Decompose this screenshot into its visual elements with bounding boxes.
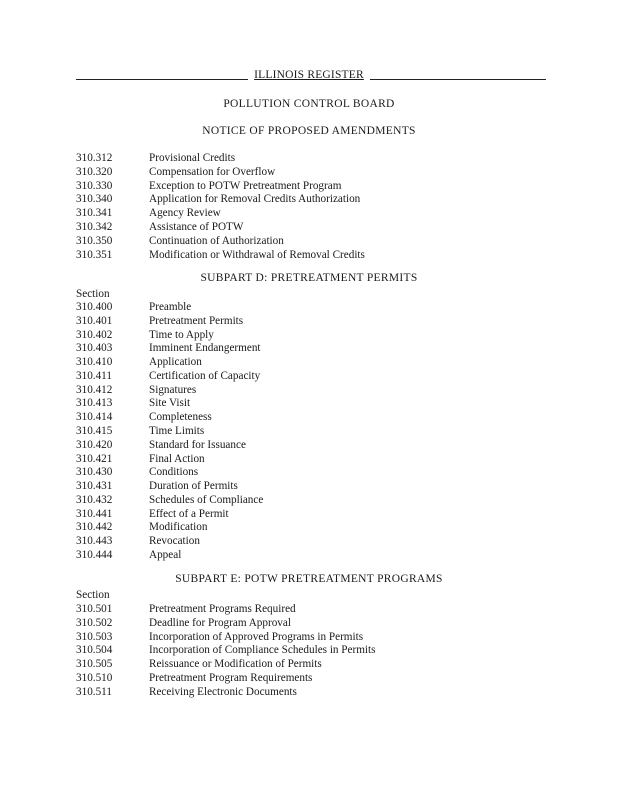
- section-title: Incorporation of Compliance Schedules in Permits: [149, 644, 376, 657]
- section-number: 310.444: [76, 549, 113, 562]
- section-number: 310.413: [76, 397, 113, 410]
- section-number: 310.351: [76, 248, 113, 261]
- section-title: Schedules of Compliance: [149, 493, 264, 506]
- section-title: Deadline for Program Approval: [149, 616, 291, 629]
- section-number: 310.501: [76, 603, 113, 615]
- section-title: Reissuance or Modification of Permits: [149, 658, 322, 671]
- subpart-d-heading: SUBPART D: PRETREATMENT PERMITS: [200, 272, 418, 284]
- section-number: 310.505: [76, 658, 113, 671]
- section-number: 310.430: [76, 466, 113, 479]
- section-title: Effect of a Permit: [149, 507, 229, 520]
- section-title: Conditions: [149, 466, 199, 479]
- section-title: Provisional Credits: [149, 152, 236, 164]
- section-title: Incorporation of Approved Programs in Permits: [149, 630, 364, 643]
- section-title: Agency Review: [149, 207, 221, 220]
- section-title: Compensation for Overflow: [149, 165, 276, 178]
- section-number: 310.312: [76, 152, 113, 164]
- section-number: 310.401: [76, 314, 113, 327]
- section-number: 310.420: [76, 438, 113, 451]
- section-title: Pretreatment Program Requirements: [149, 672, 313, 684]
- section-number: 310.330: [76, 179, 113, 192]
- notice-title: NOTICE OF PROPOSED AMENDMENTS: [202, 125, 416, 137]
- section-title: Completeness: [149, 411, 212, 424]
- section-title: Final Action: [149, 452, 205, 465]
- section-number: 310.421: [76, 452, 113, 465]
- section-number: 310.340: [76, 193, 113, 206]
- agency-name: POLLUTION CONTROL BOARD: [223, 98, 395, 110]
- section-number: 310.410: [76, 356, 113, 369]
- section-title: Modification or Withdrawal of Removal Credits: [149, 248, 365, 261]
- section-title: Assistance of POTW: [149, 221, 244, 233]
- section-number: 310.341: [76, 207, 113, 220]
- section-title: Modification: [149, 521, 208, 534]
- section-title: Duration of Permits: [149, 480, 238, 493]
- section-number: 310.510: [76, 672, 113, 684]
- section-number: 310.411: [76, 369, 112, 382]
- section-title: Appeal: [149, 549, 182, 562]
- section-title: Preamble: [149, 301, 192, 313]
- section-number: 310.511: [76, 685, 112, 698]
- section-number: 310.441: [76, 507, 113, 520]
- section-number: 310.503: [76, 630, 113, 643]
- section-number: 310.502: [76, 616, 113, 629]
- section-title: Imminent Endangerment: [149, 342, 261, 355]
- section-number: 310.342: [76, 221, 113, 233]
- section-number: 310.350: [76, 234, 113, 247]
- section-title: Time Limits: [149, 425, 205, 438]
- section-number: 310.403: [76, 342, 113, 355]
- subpart-d-section-label: Section: [76, 288, 110, 300]
- register-title: [0, 69, 618, 81]
- subpart-e-heading: SUBPART E: POTW PRETREATMENT PROGRAMS: [175, 573, 443, 585]
- section-title: Exception to POTW Pretreatment Program: [149, 179, 342, 192]
- section-number: 310.415: [76, 425, 113, 438]
- section-number: 310.442: [76, 521, 113, 534]
- register-title-text: ILLINOIS REGISTER: [248, 69, 370, 81]
- section-title: Pretreatment Programs Required: [149, 603, 296, 615]
- section-title: Certification of Capacity: [149, 369, 261, 382]
- section-number: 310.402: [76, 328, 113, 341]
- section-title: Pretreatment Permits: [149, 314, 244, 327]
- section-number: 310.504: [76, 644, 113, 657]
- section-title: Standard for Issuance: [149, 438, 246, 451]
- section-number: 310.443: [76, 535, 113, 548]
- section-title: Application for Removal Credits Authorization: [149, 193, 361, 206]
- section-title: Continuation of Authorization: [149, 234, 284, 247]
- section-title: Site Visit: [149, 397, 191, 410]
- section-title: Receiving Electronic Documents: [149, 685, 297, 698]
- subpart-e-section-label: Section: [76, 589, 110, 601]
- section-number: 310.431: [76, 480, 113, 493]
- section-title: Signatures: [149, 383, 197, 396]
- section-title: Time to Apply: [149, 328, 214, 341]
- section-title: Revocation: [149, 535, 200, 548]
- section-number: 310.400: [76, 301, 113, 313]
- section-number: 310.432: [76, 493, 113, 506]
- section-number: 310.320: [76, 165, 113, 178]
- section-number: 310.412: [76, 383, 113, 396]
- section-number: 310.414: [76, 411, 113, 424]
- section-title: Application: [149, 356, 202, 369]
